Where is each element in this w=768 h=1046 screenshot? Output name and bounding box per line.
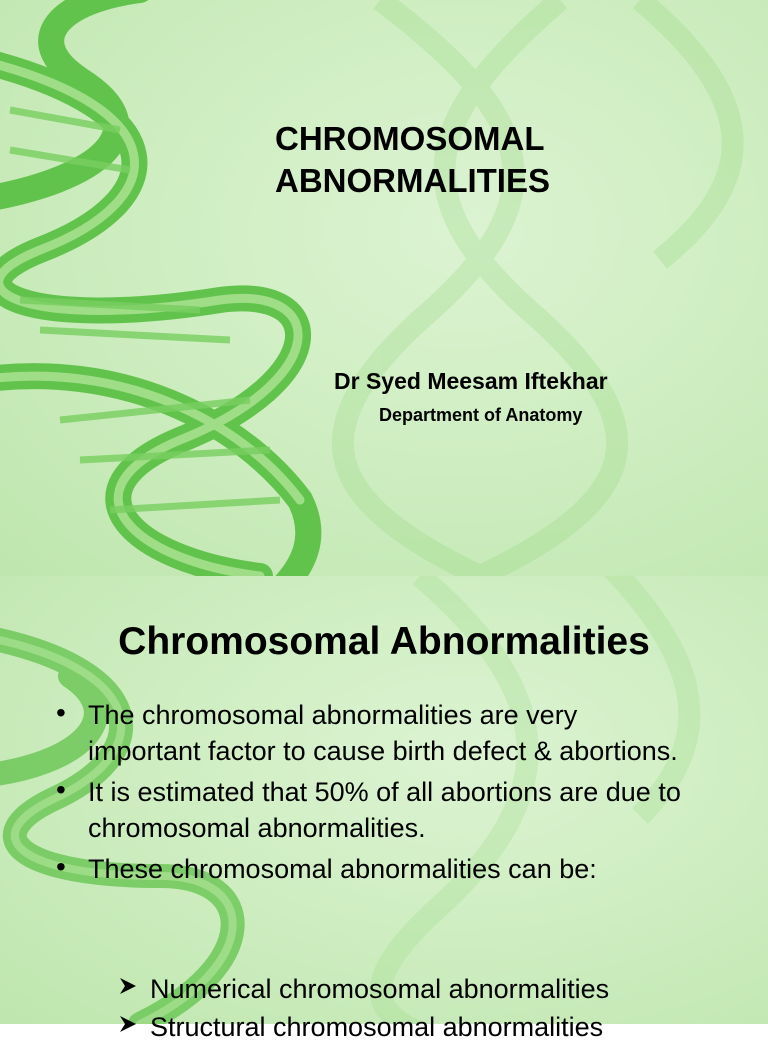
arrowhead-icon (118, 1014, 138, 1034)
sub-list-item-label: Structural chromosomal abnormalities (150, 1012, 604, 1042)
sub-list-item-label: Numerical chromosomal abnormalities (150, 974, 610, 1004)
arrowhead-icon (118, 976, 138, 996)
list-item: • These chromosomal abnormalities can be: (56, 851, 696, 887)
list-item: • The chromosomal abnormalities are very important factor to cause birth defect & abortions. (56, 697, 696, 769)
slide-title: Chromosomal Abnormalities (118, 620, 650, 663)
sub-bullet-list (118, 970, 758, 1046)
author-name: Dr Syed Meesam Iftekhar (334, 368, 608, 394)
title-line-1: CHROMOSOMAL (275, 120, 545, 157)
department-name: Department of Anatomy (379, 405, 583, 425)
bullet-list (56, 697, 696, 892)
sub-list-item (118, 970, 758, 1008)
list-item: • It is estimated that 50% of all abortions are due to chromosomal abnormalities. (56, 774, 696, 846)
sub-list-item (118, 1008, 758, 1046)
slide-title (275, 118, 695, 202)
title-line-2: ABNORMALITIES (275, 162, 550, 199)
